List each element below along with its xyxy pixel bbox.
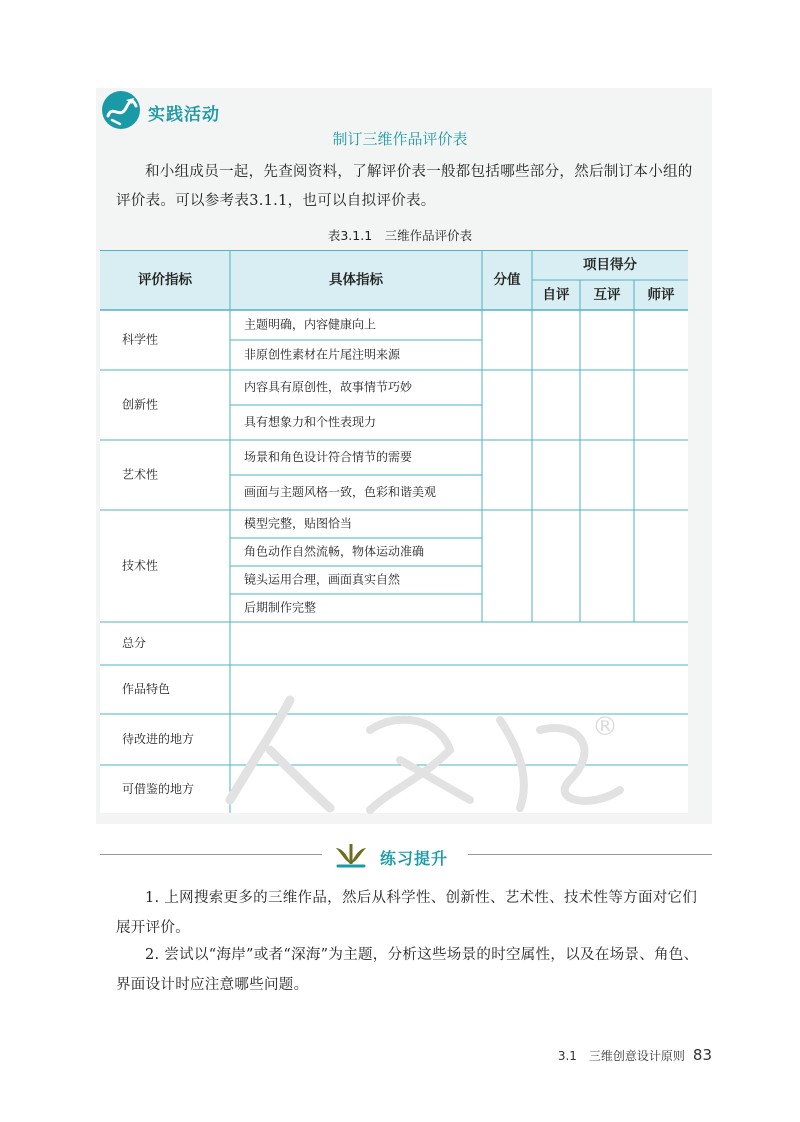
criterion-text: 画面与主题风格一致，色彩和谐美观 — [244, 485, 437, 499]
footer-section: 3.1 三维创意设计原则 — [557, 1049, 685, 1063]
header-peer: 互评 — [593, 287, 621, 303]
criterion-text: 内容具有原创性，故事情节巧妙 — [244, 380, 413, 394]
header-item-score: 项目得分 — [583, 257, 637, 273]
activity-badge-icon — [100, 90, 144, 130]
header-teacher: 师评 — [647, 287, 675, 303]
summary-label: 作品特色 — [122, 682, 171, 696]
summary-label: 可借鉴的地方 — [122, 782, 195, 796]
practice-sprout-icon — [334, 838, 368, 870]
page-footer — [558, 1046, 712, 1064]
registered-mark: ® — [592, 712, 618, 742]
header-indicator: 评价指标 — [138, 272, 192, 288]
indicator-name: 艺术性 — [122, 467, 159, 482]
criterion-text: 角色动作自然流畅，物体运动准确 — [244, 544, 425, 559]
practice-title: 练习提升 — [380, 849, 449, 868]
table-caption: 表3.1.1 三维作品评价表 — [327, 228, 473, 243]
criterion-text: 镜头运用合理，画面真实自然 — [244, 572, 401, 587]
summary-label: 待改进的地方 — [122, 732, 195, 746]
intro-paragraph: 和小组成员一起，先查阅资料，了解评价表一般都包括哪些部分，然后制订本小组的评价表。可以参考表3.1.1，也可以自拟评价表。 — [116, 164, 693, 209]
section-divider-right — [468, 854, 712, 855]
criterion-text: 场景和角色设计符合情节的需要 — [244, 450, 413, 464]
header-detail: 具体指标 — [329, 272, 383, 288]
header-score: 分值 — [493, 272, 521, 288]
indicator-name: 科学性 — [122, 332, 159, 347]
criterion-text: 具有想象力和个性表现力 — [244, 415, 377, 429]
criterion-text: 主题明确，内容健康向上 — [244, 317, 377, 332]
indicator-name: 技术性 — [122, 558, 159, 573]
publisher-watermark — [220, 690, 640, 820]
exercise-1: 1. 上网搜索更多的三维作品，然后从科学性、创新性、艺术性、技术性等方面对它们展开评价。 — [116, 890, 698, 936]
summary-label: 总分 — [122, 636, 147, 650]
section-divider-left — [100, 854, 322, 855]
header-self: 自评 — [542, 287, 570, 303]
exercise-2: 2. 尝试以“海岸”或者“深海”为主题，分析这些场景的时空属性，以及在场景、角色、界面设计时应注意哪些问题。 — [116, 947, 699, 993]
activity-title: 实践活动 — [148, 105, 220, 125]
criterion-text: 非原创性素材在片尾注明来源 — [244, 347, 401, 362]
page-number: 83 — [692, 1046, 712, 1064]
criterion-text: 模型完整，贴图恰当 — [244, 516, 353, 531]
criterion-text: 后期制作完整 — [244, 600, 317, 615]
activity-subtitle: 制订三维作品评价表 — [332, 130, 468, 148]
indicator-name: 创新性 — [122, 397, 159, 412]
